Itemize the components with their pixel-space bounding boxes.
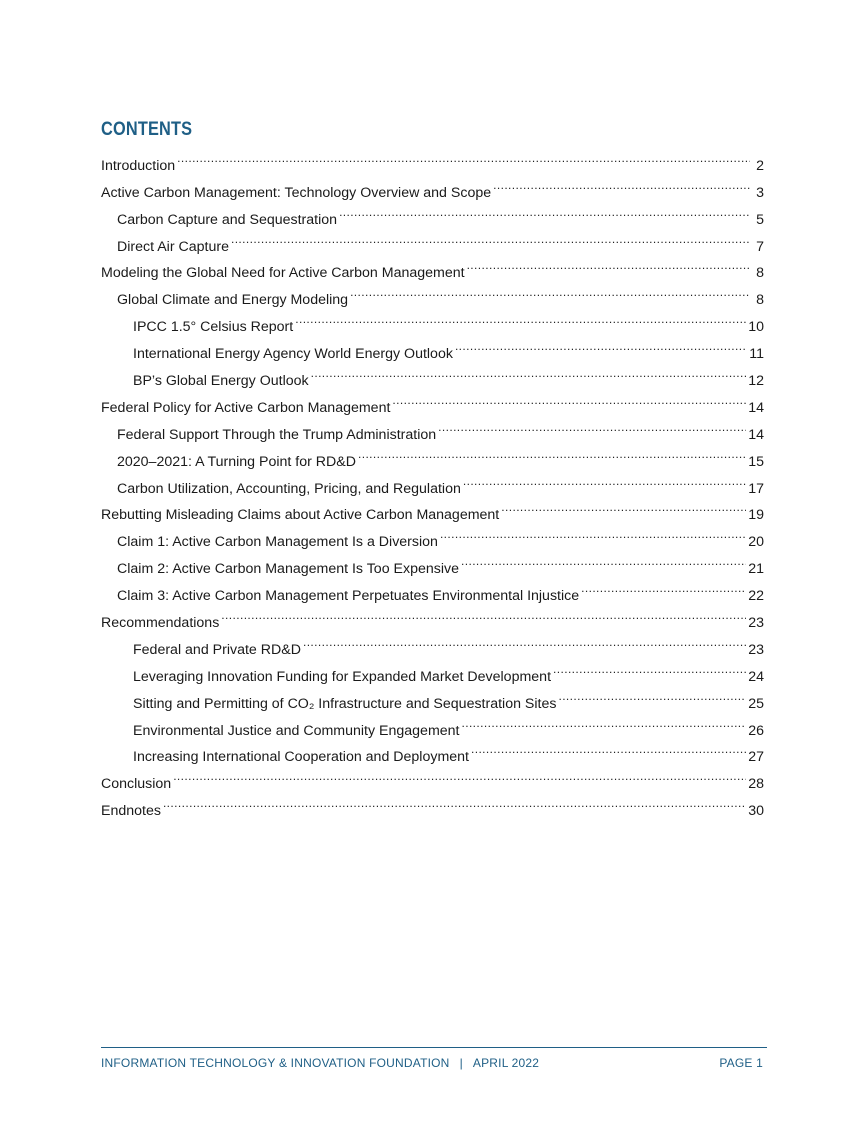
toc-dot-leader bbox=[461, 708, 746, 735]
toc-dot-leader bbox=[303, 627, 746, 654]
toc-entry-title: Environmental Justice and Community Engagement bbox=[133, 722, 460, 739]
footer-organization: INFORMATION TECHNOLOGY & INNOVATION FOUNDATION bbox=[101, 1056, 450, 1070]
toc-entry-title: Claim 3: Active Carbon Management Perpetuates Environmental Injustice bbox=[117, 588, 580, 605]
toc-dot-leader bbox=[467, 251, 750, 278]
toc-entry-title: Claim 2: Active Carbon Management Is Too Expensive bbox=[117, 561, 459, 578]
toc-entry[interactable] bbox=[101, 170, 764, 201]
toc-entry-title: Sitting and Permitting of CO₂ Infrastructure and Sequestration Sites bbox=[133, 695, 557, 712]
toc-entry-page: 17 bbox=[748, 480, 764, 497]
toc-entry-page: 22 bbox=[748, 588, 764, 605]
toc-entry-page: 15 bbox=[748, 453, 764, 470]
contents-heading: CONTENTS bbox=[101, 119, 193, 140]
toc-entry-title: BP’s Global Energy Outlook bbox=[133, 373, 309, 390]
footer-separator: | bbox=[459, 1056, 463, 1070]
footer-left bbox=[101, 1056, 539, 1070]
toc-entry-page: 2 bbox=[756, 157, 764, 174]
toc-entry-page: 21 bbox=[748, 561, 764, 578]
table-of-contents bbox=[101, 143, 764, 820]
toc-dot-leader bbox=[358, 439, 746, 466]
toc-entry-page: 8 bbox=[756, 292, 764, 309]
toc-entry-page: 14 bbox=[748, 399, 764, 416]
toc-dot-leader bbox=[173, 761, 746, 788]
toc-dot-leader bbox=[177, 143, 750, 170]
toc-entry-title: Introduction bbox=[101, 157, 176, 174]
toc-entry-page: 23 bbox=[748, 641, 764, 658]
toc-entry-page: 14 bbox=[748, 426, 764, 443]
toc-entry-title: Carbon Capture and Sequestration bbox=[117, 211, 338, 228]
toc-entry-title: Direct Air Capture bbox=[117, 238, 229, 255]
toc-dot-leader bbox=[163, 788, 746, 815]
footer-date: APRIL 2022 bbox=[472, 1056, 540, 1070]
toc-dot-leader bbox=[501, 493, 746, 520]
toc-entry-title: International Energy Agency World Energy Outlook bbox=[133, 346, 453, 363]
toc-dot-leader bbox=[311, 358, 747, 385]
toc-entry-title: Carbon Utilization, Accounting, Pricing, and Regulation bbox=[117, 480, 461, 497]
toc-entry-page: 8 bbox=[756, 265, 764, 282]
toc-dot-leader bbox=[392, 385, 746, 412]
toc-dot-leader bbox=[231, 224, 750, 251]
toc-entry-title: Increasing International Cooperation and Deployment bbox=[133, 749, 469, 766]
toc-dot-leader bbox=[463, 466, 746, 493]
toc-entry-title: Claim 1: Active Carbon Management Is a Diversion bbox=[117, 534, 438, 551]
toc-entry-title: Federal and Private RD&D bbox=[133, 641, 301, 658]
toc-entry-page: 27 bbox=[748, 749, 764, 766]
toc-dot-leader bbox=[471, 735, 746, 762]
toc-entry-title: Modeling the Global Need for Active Carbon Management bbox=[101, 265, 465, 282]
toc-entry[interactable] bbox=[101, 761, 764, 793]
toc-entry-page: 12 bbox=[748, 373, 764, 390]
toc-entry-page: 5 bbox=[756, 211, 764, 228]
toc-dot-leader bbox=[461, 546, 746, 573]
toc-dot-leader bbox=[493, 170, 750, 197]
toc-entry-title: IPCC 1.5° Celsius Report bbox=[133, 319, 294, 336]
toc-dot-leader bbox=[558, 681, 746, 708]
toc-dot-leader bbox=[438, 412, 746, 439]
toc-dot-leader bbox=[221, 600, 746, 627]
toc-entry-page: 24 bbox=[748, 668, 764, 685]
toc-dot-leader bbox=[350, 277, 750, 304]
toc-entry-page: 20 bbox=[748, 534, 764, 551]
toc-entry-page: 30 bbox=[748, 803, 764, 820]
toc-entry-page: 3 bbox=[756, 184, 764, 201]
toc-entry-page: 19 bbox=[748, 507, 764, 524]
toc-entry-page: 25 bbox=[748, 695, 764, 712]
toc-entry-title: Endnotes bbox=[101, 803, 161, 820]
toc-entry-page: 23 bbox=[748, 615, 764, 632]
toc-entry-title: Active Carbon Management: Technology Overview and Scope bbox=[101, 184, 492, 201]
toc-dot-leader bbox=[581, 573, 746, 600]
footer-divider bbox=[101, 1047, 767, 1048]
toc-dot-leader bbox=[339, 197, 750, 224]
toc-entry-page: 11 bbox=[749, 346, 764, 363]
toc-entry-page: 26 bbox=[748, 722, 764, 739]
toc-entry-title: Federal Support Through the Trump Administration bbox=[117, 426, 437, 443]
toc-entry[interactable] bbox=[101, 788, 764, 820]
toc-entry-title: Rebutting Misleading Claims about Active Carbon Management bbox=[101, 507, 500, 524]
toc-entry-title: Federal Policy for Active Carbon Management bbox=[101, 399, 391, 416]
toc-dot-leader bbox=[440, 519, 746, 546]
toc-dot-leader bbox=[295, 304, 746, 331]
toc-entry-page: 28 bbox=[748, 776, 764, 793]
toc-entry-title: Leveraging Innovation Funding for Expanded Market Development bbox=[133, 668, 552, 685]
toc-entry[interactable] bbox=[101, 143, 764, 174]
toc-entry-title: Recommendations bbox=[101, 615, 220, 632]
toc-entry-page: 7 bbox=[756, 238, 764, 255]
toc-entry-title: Conclusion bbox=[101, 776, 172, 793]
toc-entry-page: 10 bbox=[748, 319, 764, 336]
toc-dot-leader bbox=[455, 331, 747, 358]
toc-entry-title: Global Climate and Energy Modeling bbox=[117, 292, 349, 309]
footer-page-number: PAGE 1 bbox=[719, 1056, 763, 1070]
toc-dot-leader bbox=[553, 654, 746, 681]
toc-entry-title: 2020–2021: A Turning Point for RD&D bbox=[117, 453, 356, 470]
